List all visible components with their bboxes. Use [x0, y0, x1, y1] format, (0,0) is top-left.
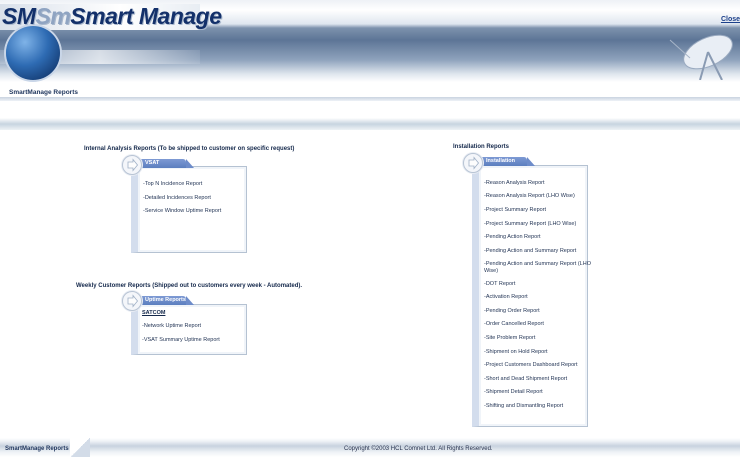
report-link-pending-action-summary[interactable]: -Pending Action and Summary Report: [484, 248, 577, 254]
report-link-project-customers-dashboard[interactable]: -Project Customers Dashboard Report: [484, 362, 578, 368]
logo: [2, 3, 222, 30]
divider-band: [0, 118, 740, 130]
close-link[interactable]: Close: [720, 16, 740, 23]
report-link-short-dead-shipment[interactable]: -Short and Dead Shipment Report: [484, 376, 568, 382]
report-link-activation[interactable]: -Activation Report: [484, 294, 528, 300]
report-link-reason-analysis[interactable]: -Reason Analysis Report: [484, 180, 545, 186]
report-link-dot[interactable]: -DOT Report: [484, 281, 516, 287]
logo-prefix: SM: [2, 3, 36, 29]
report-link-project-summary-lho[interactable]: -Project Summary Report (LHO Wise): [484, 221, 577, 227]
logo-ghost: Sm: [35, 3, 71, 29]
report-link-top-n-incidence[interactable]: -Top N Incidence Report: [143, 181, 203, 187]
report-link-order-cancelled[interactable]: -Order Cancelled Report: [484, 321, 544, 327]
vsat-tab: VSAT: [140, 159, 186, 168]
logo-title: Smart Manage: [70, 3, 222, 29]
internal-reports-title: Internal Analysis Reports (To be shipped to customer on specific request): [84, 146, 295, 152]
installation-reports-title: Installation Reports: [453, 144, 510, 150]
report-link-service-window-uptime[interactable]: -Service Window Uptime Report: [143, 208, 222, 214]
report-link-pending-action[interactable]: -Pending Action Report: [484, 234, 541, 240]
report-link-pending-order[interactable]: -Pending Order Report: [484, 308, 540, 314]
footer-wedge: [70, 438, 90, 457]
report-link-network-uptime[interactable]: -Network Uptime Report: [142, 323, 201, 329]
header-banner: [0, 0, 740, 82]
satellite-dish-icon: [660, 28, 740, 80]
arrow-icon: [463, 153, 483, 173]
footer-label: SmartManage Reports: [5, 446, 69, 452]
copyright-text: Copyright ©2003 HCL Comnet Ltd. All Rights Reserved.: [344, 446, 493, 452]
breadcrumb: SmartManage Reports: [9, 89, 78, 96]
report-link-pending-action-summary-lho[interactable]: -Pending Action and Summary Report (LHO Wise): [484, 261, 591, 274]
report-link-reason-analysis-lho[interactable]: -Reason Analysis Report (LHO Wise): [484, 193, 575, 199]
report-link-shifting-dismantling[interactable]: -Shifting and Dismantling Report: [484, 403, 564, 409]
report-link-vsat-summary-uptime[interactable]: -VSAT Summary Uptime Report: [142, 337, 220, 343]
uptime-reports-tab: Uptime Reports: [140, 296, 186, 305]
report-link-project-summary[interactable]: -Project Summary Report: [484, 207, 547, 213]
weekly-reports-title: Weekly Customer Reports (Shipped out to customers every week - Automated).: [76, 283, 303, 289]
installation-tab: Installation: [481, 157, 527, 166]
report-link-shipment-on-hold[interactable]: -Shipment on Hold Report: [484, 349, 548, 355]
report-link-site-problem[interactable]: -Site Problem Report: [484, 335, 536, 341]
divider-top: [0, 97, 740, 101]
globe-icon: [6, 26, 60, 80]
satcom-label: SATCOM: [142, 310, 166, 316]
arrow-icon: [122, 291, 142, 311]
arrow-icon: [122, 155, 142, 175]
report-link-shipment-detail[interactable]: -Shipment Detail Report: [484, 389, 543, 395]
report-link-detailed-incidences[interactable]: -Detailed Incidences Report: [143, 195, 211, 201]
